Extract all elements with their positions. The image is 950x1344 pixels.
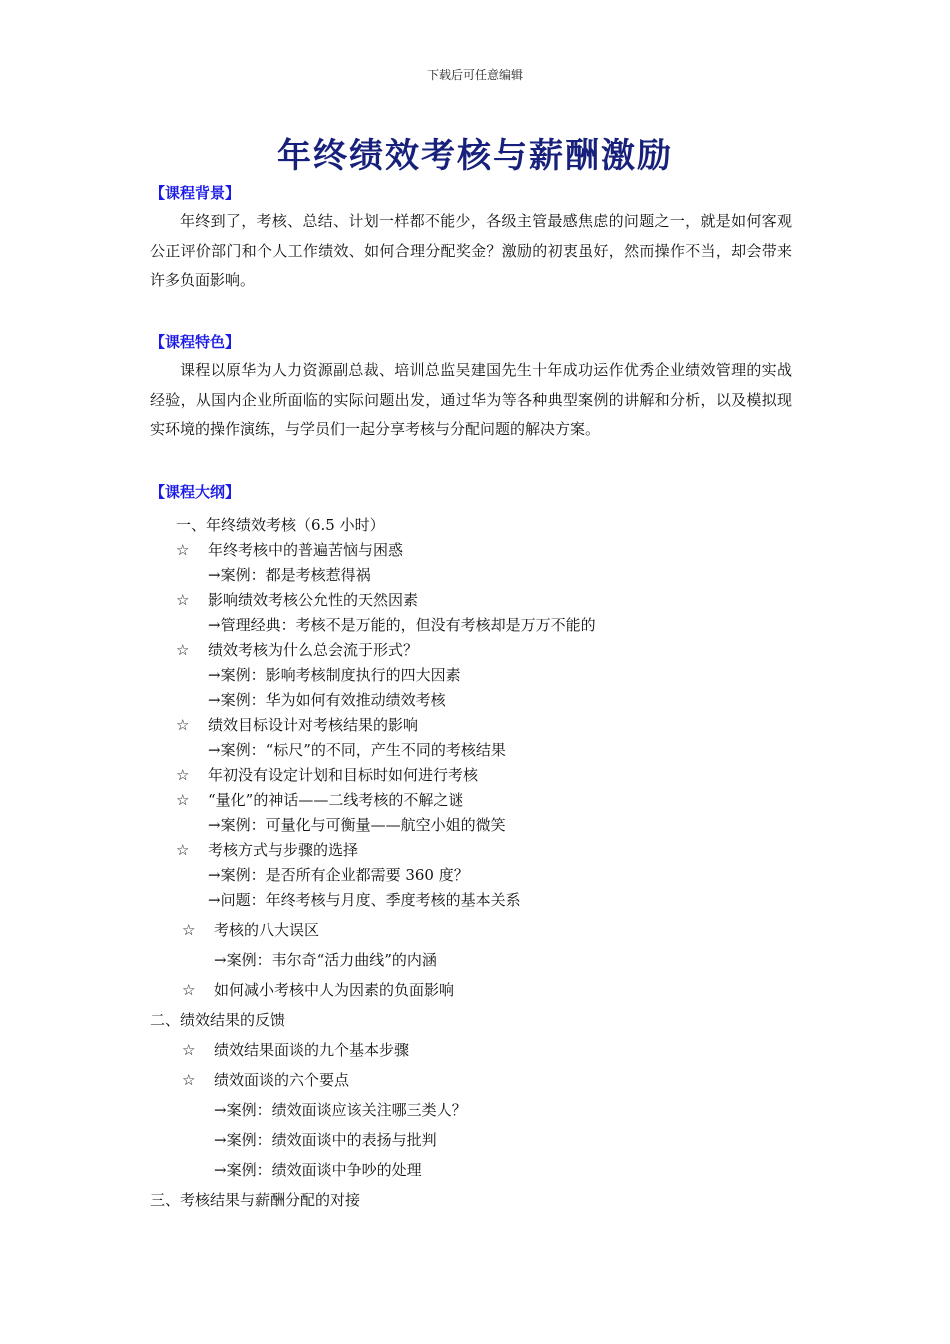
outline-line (182, 919, 319, 940)
outline-line (176, 789, 463, 810)
outline-text: 一、年终绩效考核（6.5 小时） (176, 516, 385, 534)
star-icon: ☆ (176, 791, 190, 809)
outline-text: 三、考核结果与薪酬分配的对接 (150, 1191, 361, 1209)
outline-line (176, 539, 403, 560)
outline-line (208, 864, 469, 885)
star-icon: ☆ (182, 1041, 196, 1059)
outline-text: 绩效目标设计对考核结果的影响 (208, 716, 419, 734)
outline-line (208, 814, 506, 835)
star-icon: ☆ (176, 541, 190, 559)
star-icon: ☆ (182, 921, 196, 939)
outline-text: →管理经典：考核不是万能的，但没有考核却是万万不能的 (208, 616, 596, 634)
outline-line (208, 689, 446, 710)
outline-text: →案例：韦尔奇“活力曲线”的内涵 (214, 951, 437, 969)
section-heading-features: 【课程特色】 (150, 333, 241, 351)
outline-text: 年终考核中的普遍苦恼与困惑 (208, 541, 404, 559)
section-heading-background: 【课程背景】 (150, 184, 241, 202)
outline-text: 影响绩效考核公允性的天然因素 (208, 591, 419, 609)
background-paragraph: 年终到了，考核、总结、计划一样都不能少，各级主管最感焦虑的问题之一，就是如何客观公正评价部门和个人工作绩效、如何合理分配奖金？激励的初衷虽好，然而操作不当，却会带来许多负面影响。 (150, 212, 792, 289)
star-icon: ☆ (176, 641, 190, 659)
star-icon: ☆ (176, 841, 190, 859)
outline-text: →问题：年终考核与月度、季度考核的基本关系 (208, 891, 521, 909)
outline-text: 如何减小考核中人为因素的负面影响 (214, 981, 455, 999)
outline-line (208, 564, 371, 585)
outline-line (176, 514, 385, 535)
outline-text: →案例：华为如何有效推动绩效考核 (208, 691, 446, 709)
outline-line (150, 1189, 360, 1210)
outline-text: 绩效考核为什么总会流于形式？ (208, 641, 419, 659)
outline-text: “量化”的神话——二线考核的不解之谜 (208, 791, 464, 809)
star-icon: ☆ (176, 716, 190, 734)
outline-line (176, 639, 418, 660)
outline-text: →案例：是否所有企业都需要 360 度？ (208, 866, 469, 884)
outline-line (176, 714, 418, 735)
star-icon: ☆ (182, 981, 196, 999)
outline-text: 考核的八大误区 (214, 921, 320, 939)
outline-text: →案例：可量化与可衡量——航空小姐的微笑 (208, 816, 506, 834)
outline-text: →案例：绩效面谈应该关注哪三类人？ (214, 1101, 467, 1119)
features-paragraph: 课程以原华为人力资源副总裁、培训总监吴建国先生十年成功运作优秀企业绩效管理的实战经验，从国内企业所面临的实际问题出发，通过华为等各种典型案例的讲解和分析，以及模拟现实环境的操作演练，与学员们一起分享考核与分配问题的解决方案。 (150, 361, 792, 438)
document-title: 年终绩效考核与薪酬激励 (277, 136, 673, 176)
star-icon: ☆ (176, 766, 190, 784)
outline-text: →案例：绩效面谈中的表扬与批判 (214, 1131, 437, 1149)
outline-text: 年初没有设定计划和目标时如何进行考核 (208, 766, 479, 784)
outline-text: →案例：“标尺”的不同，产生不同的考核结果 (208, 741, 506, 759)
outline-line (208, 614, 596, 635)
outline-line (208, 889, 521, 910)
section-heading-outline: 【课程大纲】 (150, 483, 241, 501)
star-icon: ☆ (182, 1071, 196, 1089)
outline-text: 绩效结果面谈的九个基本步骤 (214, 1041, 410, 1059)
outline-line (182, 979, 454, 1000)
outline-line (214, 949, 437, 970)
outline-text: →案例：绩效面谈中争吵的处理 (214, 1161, 422, 1179)
outline-line (176, 589, 418, 610)
header-note: 下载后可任意编辑 (426, 68, 523, 82)
outline-line (214, 1099, 467, 1120)
outline-text: 考核方式与步骤的选择 (208, 841, 359, 859)
outline-text: 二、绩效结果的反馈 (150, 1011, 286, 1029)
star-icon: ☆ (176, 591, 190, 609)
outline-line (176, 839, 358, 860)
outline-line (182, 1039, 409, 1060)
outline-line (214, 1159, 422, 1180)
outline-line (214, 1129, 437, 1150)
outline-text: 绩效面谈的六个要点 (214, 1071, 350, 1089)
outline-text: →案例：影响考核制度执行的四大因素 (208, 666, 461, 684)
outline-line (208, 664, 461, 685)
outline-text: →案例：都是考核惹得祸 (208, 566, 371, 584)
outline-line (176, 764, 478, 785)
outline-line (150, 1009, 285, 1030)
outline-line (182, 1069, 349, 1090)
outline-line (208, 739, 506, 760)
